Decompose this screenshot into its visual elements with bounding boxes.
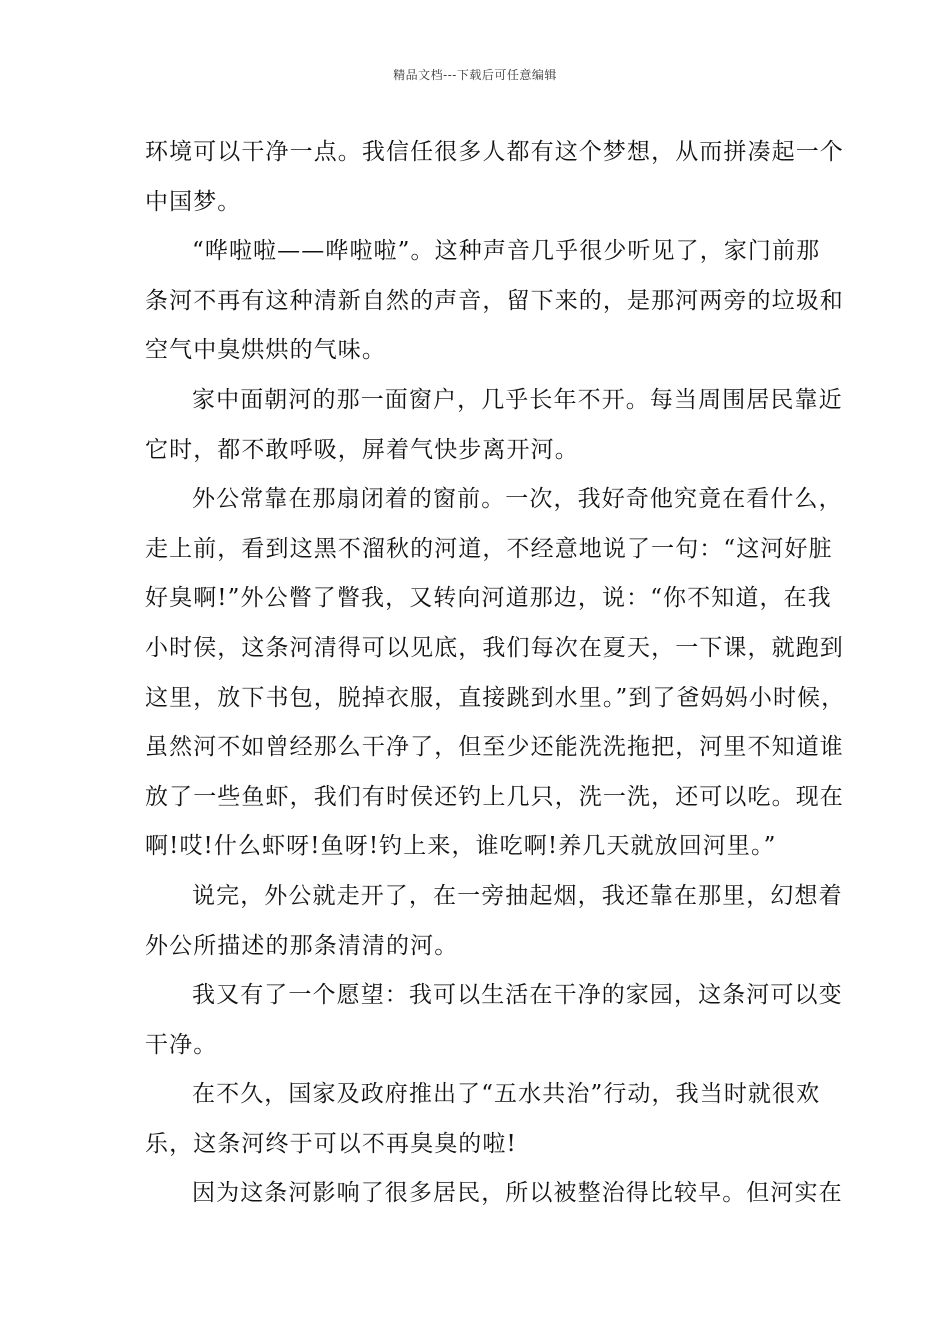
text-line: 乐，这条河终于可以不再臭臭的啦! xyxy=(145,1130,517,1157)
text-line: 外公所描述的那条清清的河。 xyxy=(145,932,459,959)
text-line: 环境可以干净一点。我信任很多人都有这个梦想，从而拼凑起一个 xyxy=(145,139,844,165)
text-line: 空气中臭烘烘的气味。 xyxy=(145,337,386,364)
text-line: 说完，外公就走开了，在一旁抽起烟，我还靠在那里，幻想着 xyxy=(192,882,843,909)
text-line: 好臭啊!”外公瞥了瞥我，又转向河道那边，说：“你不知道，在我 xyxy=(145,585,832,612)
text-line: 外公常靠在那扇闭着的窗前。一次，我好奇他究竟在看什么， xyxy=(192,486,843,513)
text-line: 它时，都不敢呼吸，屏着气快步离开河。 xyxy=(145,436,579,463)
text-line: “哗啦啦——哗啦啦”。这种声音几乎很少听见了，家门前那 xyxy=(192,238,821,265)
text-line: 虽然河不如曾经那么干净了，但至少还能洗洗拖把，河里不知道谁 xyxy=(145,734,844,761)
text-line: 家中面朝河的那一面窗户，几乎长年不开。每当周围居民靠近 xyxy=(192,386,843,413)
text-line: 放了一些鱼虾，我们有时侯还钓上几只，洗一洗，还可以吃。现在 xyxy=(145,783,844,810)
text-line: 走上前，看到这黑不溜秋的河道，不经意地说了一句：“这河好脏 xyxy=(145,535,833,562)
text-line: 这里，放下书包，脱掉衣服，直接跳到水里。”到了爸妈妈小时候， xyxy=(145,684,846,711)
page-header: 精品文档---下载后可任意编辑 xyxy=(393,68,557,82)
text-line: 因为这条河影响了很多居民，所以被整治得比较早。但河实在 xyxy=(192,1180,843,1207)
text-line: 条河不再有这种清新自然的声音，留下来的，是那河两旁的垃圾和 xyxy=(145,287,844,314)
text-line: 干净。 xyxy=(145,1031,218,1058)
text-line: 在不久，国家及政府推出了“五水共治”行动，我当时就很欢 xyxy=(192,1081,821,1108)
document-body xyxy=(145,128,846,1219)
text-line: 小时侯，这条河清得可以见底，我们每次在夏天，一下课，就跑到 xyxy=(145,634,844,661)
text-line: 中国梦。 xyxy=(145,188,242,215)
text-line: 啊!哎!什么虾呀!鱼呀!钓上来，谁吃啊!养几天就放回河里。” xyxy=(145,833,777,860)
text-line: 我又有了一个愿望：我可以生活在干净的家园，这条河可以变 xyxy=(192,982,843,1009)
